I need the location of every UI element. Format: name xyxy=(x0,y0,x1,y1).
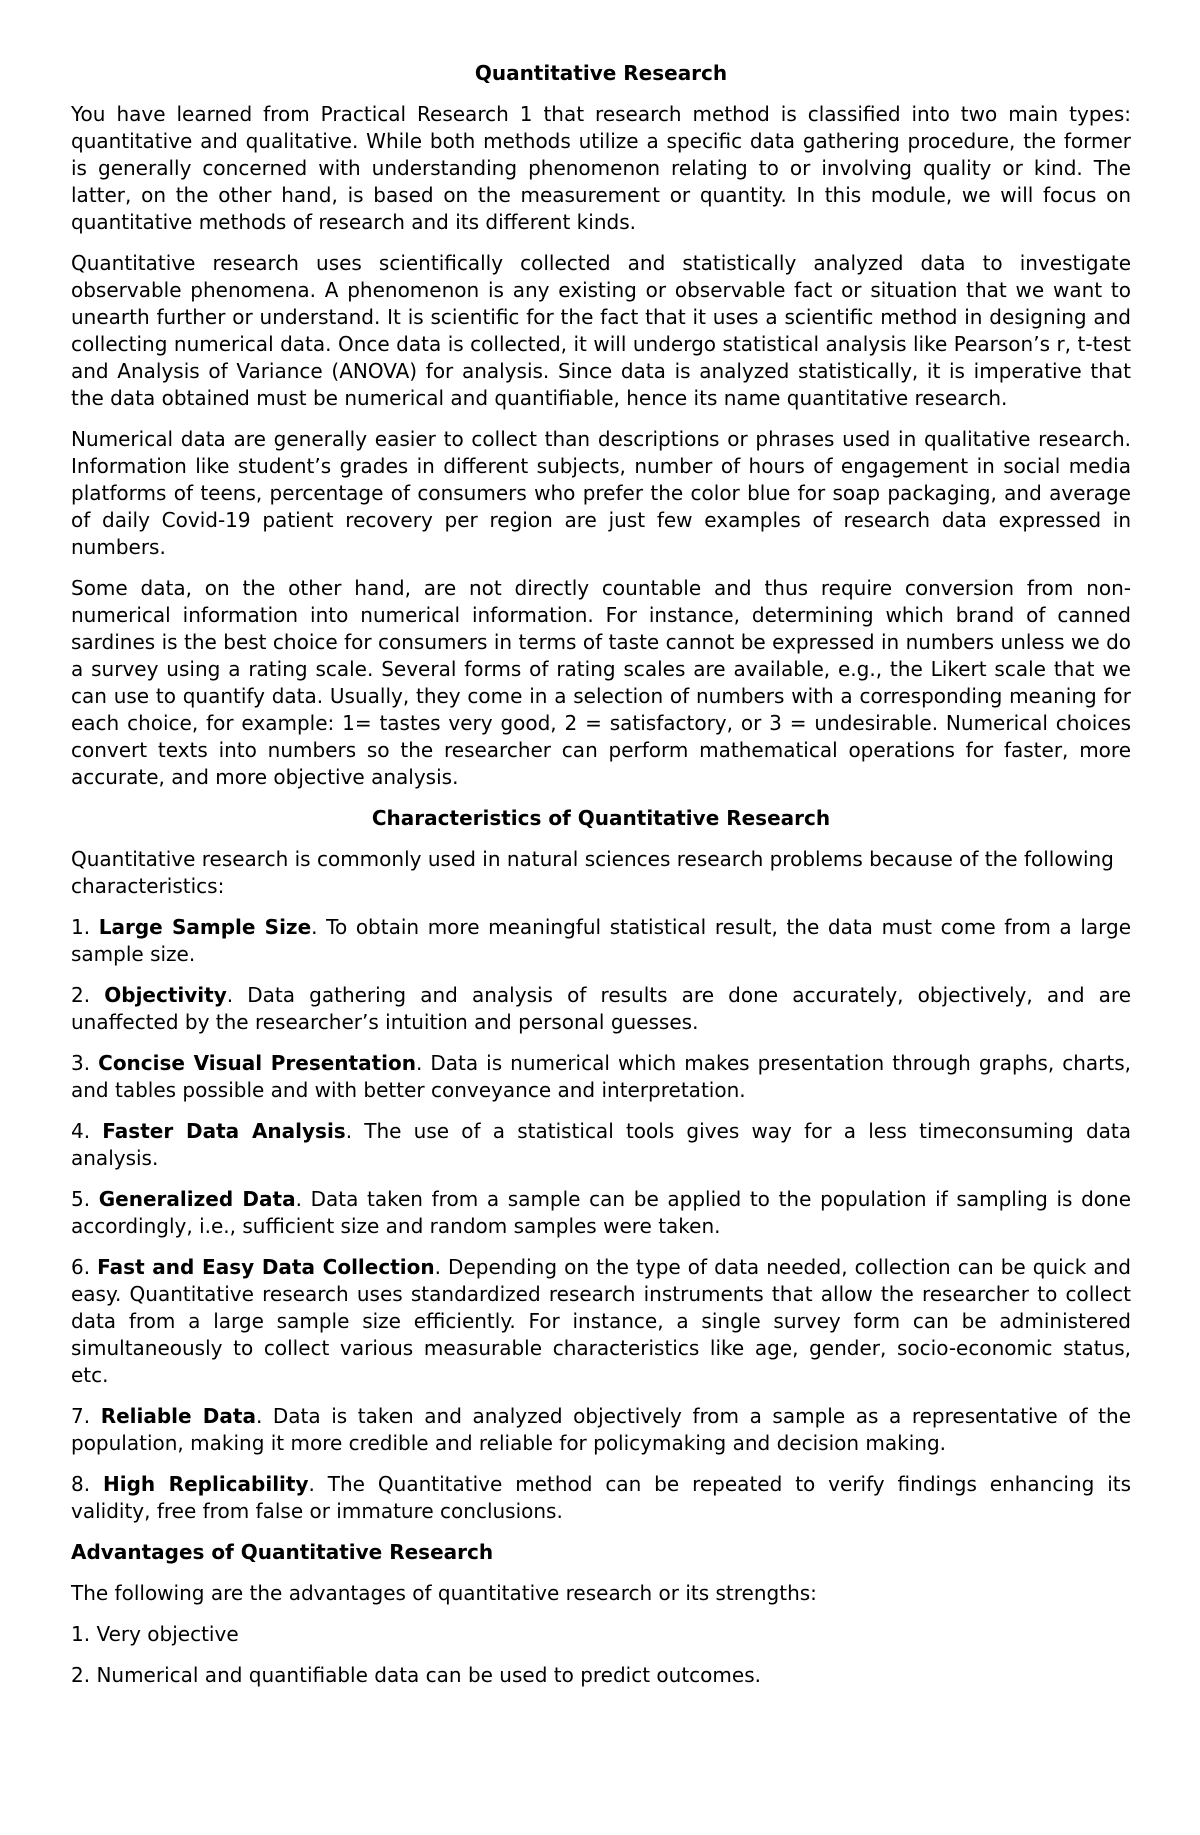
document-page xyxy=(71,60,1131,1703)
characteristic-item xyxy=(71,1050,1131,1104)
characteristic-item xyxy=(71,982,1131,1036)
item-term: Objectivity xyxy=(104,983,227,1007)
advantages-intro: The following are the advantages of quantitative research or its strengths: xyxy=(71,1581,817,1605)
item-term: Reliable Data xyxy=(100,1404,256,1428)
item-text: . To obtain more meaningful statistical result, the data must come from a large sample size. xyxy=(71,915,1132,966)
item-term: Faster Data Analysis xyxy=(102,1119,346,1143)
intro-paragraph-4: Some data, on the other hand, are not directly countable and thus require conversion from non-numerical information into numerical information. For instance, determining which brand of canned sardines is the best choice for consumers in terms of taste cannot be expressed in numbers unless we do a survey using a rating scale. Several forms of rating scales are available, e.g., the Likert scale that we can use to quantify data. Usually, they come in a selection of numbers with a corresponding meaning for each choice, for example: 1= tastes very good, 2 = satisfactory, or 3 = undesirable. Numerical choices convert texts into numbers so the researcher can perform mathematical operations for faster, more accurate, and more objective analysis. xyxy=(71,576,1131,789)
intro-paragraph-1: You have learned from Practical Research 1 that research method is classified into two main types: quantitative and qualitative. While both methods utilize a specific data gathering procedure, the former is generally concerned with understanding phenomenon relating to or involving quality or kind. The latter, on the other hand, is based on the measurement or quantity. In this module, we will focus on quantitative methods of research and its different kinds. xyxy=(71,102,1131,234)
item-number: 1. xyxy=(71,915,91,939)
item-number: 3. xyxy=(71,1051,91,1075)
item-text: . Data is numerical which makes presentation through graphs, charts, and tables possible and with better conveyance and interpretation. xyxy=(71,1051,1131,1102)
characteristic-item xyxy=(71,1118,1131,1172)
characteristic-item xyxy=(71,1186,1131,1240)
item-term: Generalized Data xyxy=(98,1187,296,1211)
item-text: . Data taken from a sample can be applied to the population if sampling is done accordingly, i.e., sufficient size and random samples were taken. xyxy=(71,1187,1131,1238)
characteristics-heading: Characteristics of Quantitative Research xyxy=(371,806,831,830)
item-number: 6. xyxy=(71,1255,91,1279)
intro-paragraph-2: Quantitative research uses scientifically collected and statistically analyzed data to investigate observable phenomena. A phenomenon is any existing or observable fact or situation that we want to unearth further or understand. It is scientific for the fact that it uses a scientific method in designing and collecting numerical data. Once data is collected, it will undergo statistical analysis like Pearson’s r, t-test and Analysis of Variance (ANOVA) for analysis. Since data is analyzed statistically, it is imperative that the data obtained must be numerical and quantifiable, hence its name quantitative research. xyxy=(71,251,1131,410)
characteristic-item xyxy=(71,1471,1131,1525)
item-number: 2. xyxy=(71,983,91,1007)
item-number: 8. xyxy=(71,1472,91,1496)
characteristic-item xyxy=(71,1254,1131,1389)
item-text: . Depending on the type of data needed, collection can be quick and easy. Quantitative research uses standardized research instruments that allow the researcher to collect data from a large sample size efficiently. For instance, a single survey form can be administered simultaneously to collect various measurable characteristics like age, gender, socio-economic status, etc. xyxy=(71,1255,1131,1387)
item-number: 5. xyxy=(71,1187,91,1211)
characteristics-intro: Quantitative research is commonly used in natural sciences research problems because of the following characteristics: xyxy=(71,847,1114,898)
item-text: . Data gathering and analysis of results are done accurately, objectively, and are unaffected by the researcher’s intuition and personal guesses. xyxy=(71,983,1132,1034)
characteristic-item xyxy=(71,1403,1131,1457)
item-term: Concise Visual Presentation xyxy=(98,1051,416,1075)
item-number: 4. xyxy=(71,1119,91,1143)
item-text: . Data is taken and analyzed objectively from a sample as a representative of the population, making it more credible and reliable for policymaking and decision making. xyxy=(71,1404,1131,1455)
item-number: 7. xyxy=(71,1404,91,1428)
item-text: . The use of a statistical tools gives way for a less timeconsuming data analysis. xyxy=(71,1119,1131,1170)
item-term: High Replicability xyxy=(103,1472,309,1496)
item-text: . The Quantitative method can be repeated to verify findings enhancing its validity, free from false or immature conclusions. xyxy=(71,1472,1132,1523)
advantage-item: 1. Very objective xyxy=(71,1622,239,1646)
page-title: Quantitative Research xyxy=(474,61,728,85)
characteristic-item xyxy=(71,914,1131,968)
advantages-heading: Advantages of Quantitative Research xyxy=(71,1540,494,1564)
item-term: Large Sample Size xyxy=(98,915,312,939)
advantage-item: 2. Numerical and quantifiable data can be used to predict outcomes. xyxy=(71,1663,761,1687)
intro-paragraph-3: Numerical data are generally easier to collect than descriptions or phrases used in qualitative research. Information like student’s grades in different subjects, number of hours of engagement in social media platforms of teens, percentage of consumers who prefer the color blue for soap packaging, and average of daily Covid-19 patient recovery per region are just few examples of research data expressed in numbers. xyxy=(71,427,1131,559)
item-term: Fast and Easy Data Collection xyxy=(97,1255,435,1279)
